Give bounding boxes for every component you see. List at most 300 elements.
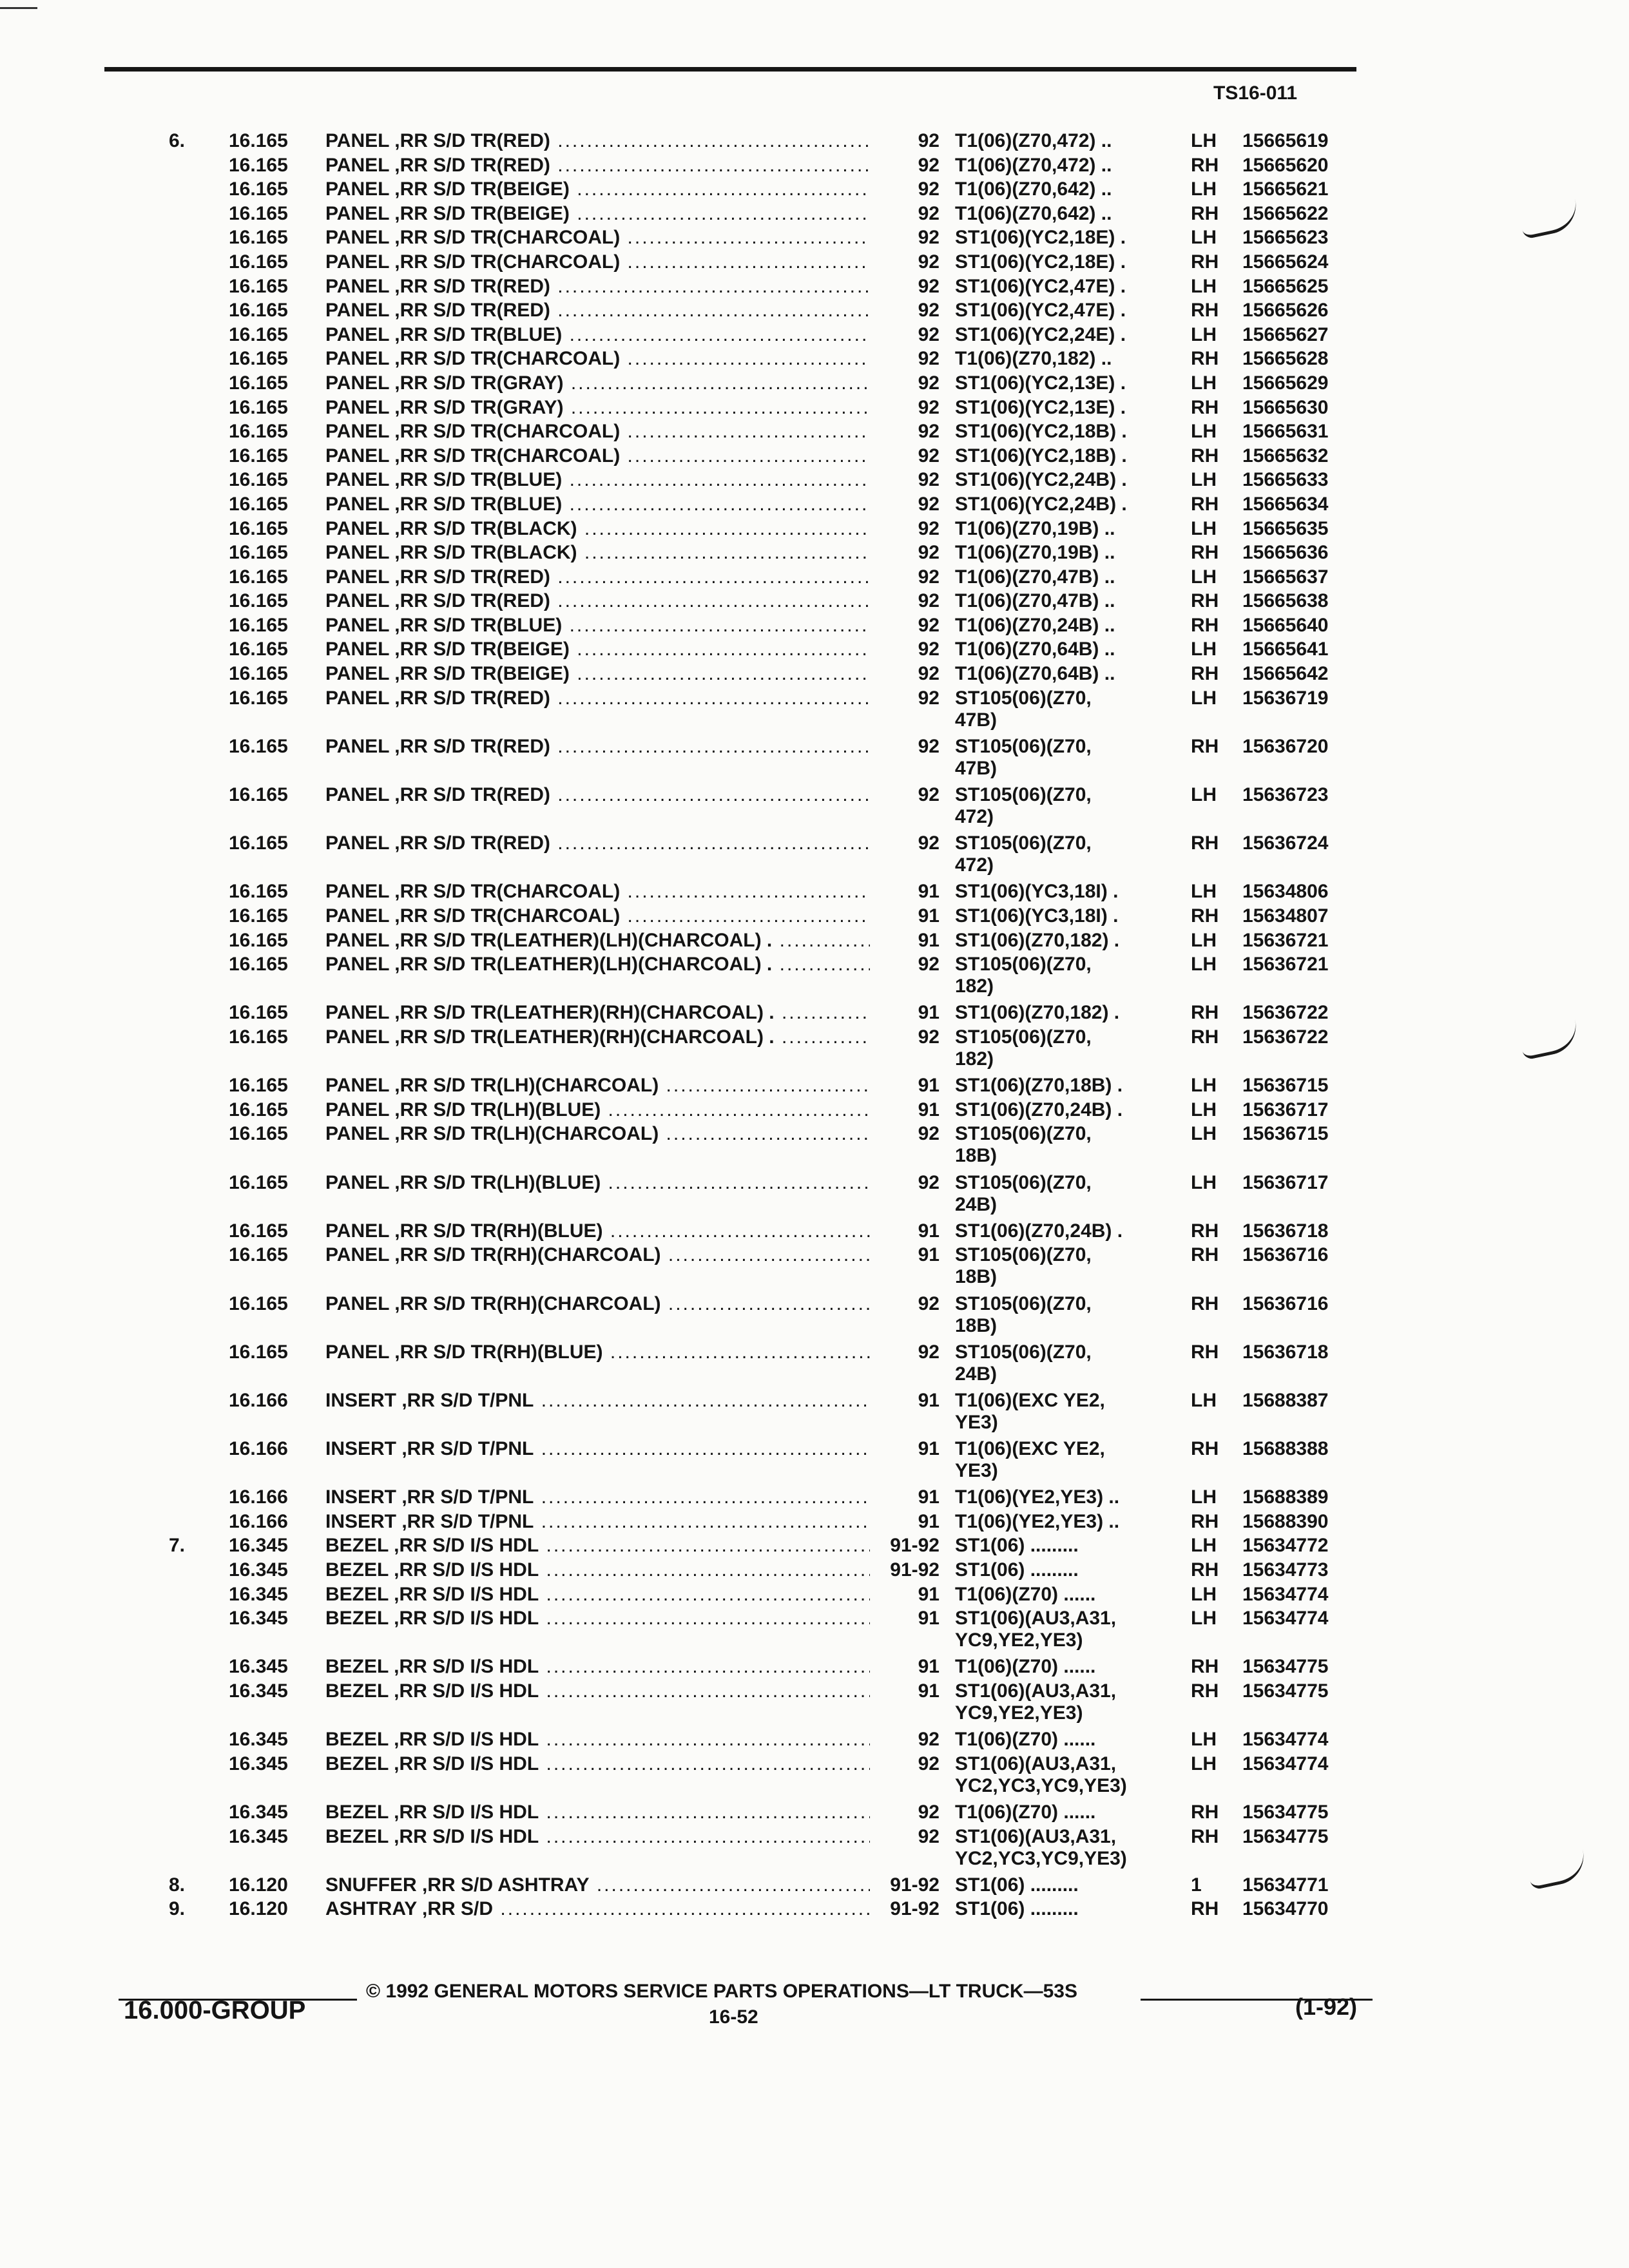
usage-code: [955, 832, 1177, 876]
group-number: 16.165: [229, 178, 288, 200]
usage-code: [955, 155, 1177, 177]
parts-row: [0, 639, 1629, 663]
part-number: 15636724: [1242, 832, 1329, 854]
usage-line: ST105(06)(Z70,: [955, 1244, 1092, 1266]
model-year: 92: [918, 323, 940, 345]
part-description: PANEL ,RR S/D TR(LH)(CHARCOAL) .....: [325, 1075, 870, 1097]
usage-line: ST1(06)(YC2,24B) .: [955, 469, 1127, 491]
part-number: 15636722: [1242, 1026, 1329, 1048]
side-designation: LH: [1191, 881, 1217, 903]
model-year: 91-92: [890, 1535, 940, 1557]
usage-line: 18B): [955, 1266, 998, 1288]
model-year: 92: [918, 542, 940, 564]
usage-line: ST105(06)(Z70,: [955, 954, 1092, 975]
group-number: 16.165: [229, 154, 288, 176]
usage-line: 47B): [955, 757, 998, 779]
usage-line: ST1(06)(AU3,A31,: [955, 1753, 1117, 1774]
part-description: BEZEL ,RR S/D I/S HDL .....: [325, 1802, 870, 1823]
usage-code: [955, 1123, 1177, 1167]
ref-number: 7.: [169, 1535, 186, 1557]
parts-row: [0, 494, 1629, 518]
model-year: 92: [918, 517, 940, 539]
model-year: 91-92: [890, 1559, 940, 1581]
part-description: PANEL ,RR S/D TR(RED) .....: [325, 276, 870, 298]
usage-code: [955, 494, 1177, 515]
side-designation: LH: [1191, 1389, 1217, 1411]
part-description: PANEL ,RR S/D TR(RED) .....: [325, 566, 870, 588]
parts-row: [0, 1511, 1629, 1535]
model-year: 91: [918, 1389, 940, 1411]
usage-line: T1(06)(Z70,64B) ..: [955, 663, 1115, 685]
model-year: 91: [918, 1680, 940, 1702]
part-description: PANEL ,RR S/D TR(CHARCOAL) .....: [325, 251, 870, 273]
side-designation: 1: [1191, 1874, 1202, 1896]
group-number: 16.165: [229, 396, 288, 418]
usage-code: [955, 1220, 1177, 1242]
part-number: 15665634: [1242, 493, 1329, 515]
usage-code: [955, 615, 1177, 637]
part-number: 15634774: [1242, 1583, 1329, 1605]
usage-line: T1(06)(YE2,YE3) ..: [955, 1510, 1120, 1532]
side-designation: RH: [1191, 1825, 1219, 1847]
parts-row: [0, 178, 1629, 203]
model-year: 92: [918, 832, 940, 854]
part-number: 15634775: [1242, 1801, 1329, 1823]
parts-row: [0, 954, 1629, 1002]
part-description: PANEL ,RR S/D TR(CHARCOAL) .....: [325, 905, 870, 927]
model-year: 92: [918, 784, 940, 806]
usage-line: ST1(06) .........: [955, 1898, 1079, 1920]
model-year: 92: [918, 372, 940, 394]
side-designation: LH: [1191, 323, 1217, 345]
group-number: 16.165: [229, 566, 288, 588]
parts-row: [0, 300, 1629, 324]
model-year: 92: [918, 566, 940, 588]
model-year: 92: [918, 300, 940, 322]
part-description: PANEL ,RR S/D TR(CHARCOAL) .....: [325, 445, 870, 467]
side-designation: LH: [1191, 639, 1217, 660]
usage-line: T1(06)(Z70) ......: [955, 1583, 1096, 1605]
group-number: 16.165: [229, 1026, 288, 1048]
usage-line: ST105(06)(Z70,: [955, 784, 1092, 806]
usage-line: ST1(06)(Z70,24B) .: [955, 1099, 1123, 1120]
part-number: 15634775: [1242, 1825, 1329, 1847]
side-designation: RH: [1191, 1244, 1219, 1266]
part-number: 15636715: [1242, 1123, 1329, 1145]
model-year: 91: [918, 881, 940, 903]
part-number: 15634775: [1242, 1680, 1329, 1702]
parts-row: [0, 1753, 1629, 1802]
usage-line: T1(06)(Z70,642) ..: [955, 178, 1112, 200]
group-number: 16.165: [229, 202, 288, 224]
group-number: 16.165: [229, 929, 288, 951]
group-number: 16.165: [229, 493, 288, 515]
usage-code: [955, 1390, 1177, 1434]
parts-row: [0, 736, 1629, 784]
usage-code: [955, 178, 1177, 200]
group-number: 16.165: [229, 832, 288, 854]
parts-row: [0, 1172, 1629, 1220]
edge-mark: [0, 7, 37, 9]
model-year: 92: [918, 178, 940, 200]
model-year: 92: [918, 445, 940, 466]
part-description: PANEL ,RR S/D TR(GRAY) .....: [325, 397, 870, 419]
group-number: 16.165: [229, 1341, 288, 1363]
model-year: 92: [918, 348, 940, 370]
parts-row: [0, 421, 1629, 445]
usage-code: [955, 1511, 1177, 1533]
usage-code: [955, 1680, 1177, 1724]
model-year: 91: [918, 1486, 940, 1508]
side-designation: RH: [1191, 735, 1219, 757]
usage-code: [955, 1438, 1177, 1482]
usage-line: ST105(06)(Z70,: [955, 1171, 1092, 1193]
side-designation: RH: [1191, 1898, 1219, 1920]
part-description: BEZEL ,RR S/D I/S HDL .....: [325, 1535, 870, 1557]
part-number: 15636718: [1242, 1220, 1329, 1242]
model-year: 91-92: [890, 1898, 940, 1920]
part-description: PANEL ,RR S/D TR(LEATHER)(LH)(CHARCOAL) . .....: [325, 930, 870, 952]
part-number: 15636720: [1242, 735, 1329, 757]
parts-row: [0, 590, 1629, 615]
side-designation: LH: [1191, 469, 1217, 491]
group-number: 16.165: [229, 1244, 288, 1266]
part-number: 15665629: [1242, 372, 1329, 394]
part-description: INSERT ,RR S/D T/PNL .....: [325, 1438, 870, 1460]
side-designation: RH: [1191, 1002, 1219, 1024]
parts-row: [0, 348, 1629, 372]
usage-line: T1(06)(Z70,642) ..: [955, 202, 1112, 224]
parts-row: [0, 1026, 1629, 1075]
side-designation: RH: [1191, 590, 1219, 612]
part-description: PANEL ,RR S/D TR(CHARCOAL) .....: [325, 881, 870, 903]
document-id: TS16-011: [1213, 82, 1298, 104]
part-description: PANEL ,RR S/D TR(LH)(BLUE) .....: [325, 1099, 870, 1121]
group-number: 16.345: [229, 1608, 288, 1629]
page-number: 16-52: [709, 2006, 758, 2028]
usage-line: T1(06)(Z70,472) ..: [955, 130, 1112, 151]
usage-code: [955, 542, 1177, 564]
usage-line: 182): [955, 1048, 994, 1070]
parts-row: [0, 832, 1629, 881]
usage-code: [955, 203, 1177, 225]
parts-row: [0, 1874, 1629, 1899]
model-year: 91: [918, 1220, 940, 1242]
part-number: 15665637: [1242, 566, 1329, 588]
usage-line: ST1(06)(YC2,47E) .: [955, 275, 1126, 297]
side-designation: LH: [1191, 687, 1217, 709]
part-description: PANEL ,RR S/D TR(RED) .....: [325, 590, 870, 612]
model-year: 92: [918, 1801, 940, 1823]
group-number: 16.165: [229, 663, 288, 685]
model-year: 92: [918, 1026, 940, 1048]
model-year: 92: [918, 1171, 940, 1193]
side-designation: LH: [1191, 227, 1217, 249]
model-year: 92: [918, 590, 940, 612]
usage-line: ST1(06)(YC2,18B) .: [955, 445, 1127, 466]
parts-row: [0, 1729, 1629, 1753]
group-number: 16.165: [229, 735, 288, 757]
parts-row: [0, 324, 1629, 349]
model-year: 91: [918, 1608, 940, 1629]
side-designation: RH: [1191, 663, 1219, 685]
model-year: 92: [918, 1753, 940, 1774]
usage-line: T1(06)(Z70,19B) ..: [955, 517, 1115, 539]
usage-code: [955, 1559, 1177, 1581]
part-description: PANEL ,RR S/D TR(BEIGE) .....: [325, 178, 870, 200]
parts-row: [0, 1826, 1629, 1874]
usage-line: ST1(06)(AU3,A31,: [955, 1608, 1117, 1629]
model-year: 92: [918, 469, 940, 491]
part-description: PANEL ,RR S/D TR(RH)(BLUE) .....: [325, 1341, 870, 1363]
usage-line: T1(06)(Z70,182) ..: [955, 348, 1112, 370]
group-label: 16.000-GROUP: [124, 1996, 306, 2024]
usage-line: ST1(06)(AU3,A31,: [955, 1680, 1117, 1702]
usage-line: ST105(06)(Z70,: [955, 687, 1092, 709]
ref-number: 9.: [169, 1898, 186, 1920]
usage-code: [955, 1244, 1177, 1288]
usage-line: YC2,YC3,YC9,YE3): [955, 1847, 1127, 1869]
usage-code: [955, 130, 1177, 152]
model-year: 92: [918, 1341, 940, 1363]
model-year: 91: [918, 1510, 940, 1532]
parts-row: [0, 276, 1629, 300]
side-designation: RH: [1191, 348, 1219, 370]
parts-row: [0, 372, 1629, 397]
usage-code: [955, 1826, 1177, 1870]
parts-row: [0, 1656, 1629, 1680]
part-number: 15688390: [1242, 1510, 1329, 1532]
ref-number: 8.: [169, 1874, 186, 1896]
group-number: 16.165: [229, 1099, 288, 1120]
parts-row: [0, 1535, 1629, 1559]
part-number: 15665621: [1242, 178, 1329, 200]
usage-code: [955, 1898, 1177, 1920]
model-year: 92: [918, 1729, 940, 1751]
part-description: PANEL ,RR S/D TR(RED) .....: [325, 736, 870, 758]
parts-row: [0, 227, 1629, 251]
group-number: 16.345: [229, 1535, 288, 1557]
usage-code: [955, 1874, 1177, 1896]
model-year: 92: [918, 493, 940, 515]
side-designation: LH: [1191, 1608, 1217, 1629]
part-description: BEZEL ,RR S/D I/S HDL .....: [325, 1680, 870, 1702]
usage-line: T1(06)(EXC YE2,: [955, 1389, 1105, 1411]
part-description: PANEL ,RR S/D TR(CHARCOAL) .....: [325, 227, 870, 249]
group-number: 16.345: [229, 1680, 288, 1702]
part-description: PANEL ,RR S/D TR(RED) .....: [325, 687, 870, 709]
part-description: BEZEL ,RR S/D I/S HDL .....: [325, 1608, 870, 1629]
parts-row: [0, 203, 1629, 227]
part-number: 15665633: [1242, 469, 1329, 491]
parts-row: [0, 397, 1629, 421]
part-number: 15634771: [1242, 1874, 1329, 1896]
usage-code: [955, 1584, 1177, 1606]
side-designation: LH: [1191, 1123, 1217, 1145]
model-year: 92: [918, 735, 940, 757]
parts-row: [0, 1390, 1629, 1438]
group-number: 16.165: [229, 469, 288, 491]
usage-line: T1(06)(Z70,472) ..: [955, 154, 1112, 176]
part-number: 15665624: [1242, 251, 1329, 273]
side-designation: LH: [1191, 130, 1217, 151]
part-description: PANEL ,RR S/D TR(BEIGE) .....: [325, 663, 870, 685]
usage-line: T1(06)(Z70,64B) ..: [955, 639, 1115, 660]
usage-code: [955, 1099, 1177, 1121]
side-designation: LH: [1191, 954, 1217, 975]
side-designation: RH: [1191, 1559, 1219, 1581]
side-designation: RH: [1191, 1801, 1219, 1823]
group-number: 16.166: [229, 1486, 288, 1508]
parts-row: [0, 1244, 1629, 1293]
part-description: PANEL ,RR S/D TR(RED) .....: [325, 832, 870, 854]
part-description: PANEL ,RR S/D TR(LEATHER)(RH)(CHARCOAL) . .....: [325, 1002, 870, 1024]
part-number: 15665635: [1242, 517, 1329, 539]
part-number: 15665636: [1242, 542, 1329, 564]
usage-code: [955, 251, 1177, 273]
part-description: INSERT ,RR S/D T/PNL .....: [325, 1511, 870, 1533]
usage-code: [955, 421, 1177, 443]
part-number: 15665625: [1242, 275, 1329, 297]
part-number: 15665641: [1242, 639, 1329, 660]
usage-code: [955, 276, 1177, 298]
part-number: 15636722: [1242, 1002, 1329, 1024]
usage-code: [955, 227, 1177, 249]
usage-line: ST1(06) .........: [955, 1535, 1079, 1557]
usage-line: ST105(06)(Z70,: [955, 1341, 1092, 1363]
model-year: 92: [918, 251, 940, 273]
group-number: 16.165: [229, 639, 288, 660]
part-description: PANEL ,RR S/D TR(LH)(CHARCOAL) .....: [325, 1123, 870, 1145]
parts-row: [0, 663, 1629, 687]
group-number: 16.345: [229, 1656, 288, 1678]
group-number: 16.165: [229, 905, 288, 927]
usage-code: [955, 469, 1177, 491]
part-number: 15665632: [1242, 445, 1329, 466]
part-number: 15636719: [1242, 687, 1329, 709]
model-year: 91: [918, 1002, 940, 1024]
usage-line: T1(06)(Z70) ......: [955, 1801, 1096, 1823]
model-year: 92: [918, 687, 940, 709]
usage-code: [955, 1341, 1177, 1385]
model-year: 92: [918, 275, 940, 297]
side-designation: LH: [1191, 1486, 1217, 1508]
usage-line: T1(06)(Z70,47B) ..: [955, 590, 1115, 612]
side-designation: RH: [1191, 251, 1219, 273]
part-number: 15665638: [1242, 590, 1329, 612]
side-designation: RH: [1191, 445, 1219, 466]
part-description: PANEL ,RR S/D TR(BLACK) .....: [325, 518, 870, 540]
parts-row: [0, 1075, 1629, 1099]
group-number: 16.345: [229, 1801, 288, 1823]
parts-row: [0, 784, 1629, 832]
model-year: 92: [918, 614, 940, 636]
part-number: 15665622: [1242, 202, 1329, 224]
part-number: 15636717: [1242, 1171, 1329, 1193]
usage-line: ST105(06)(Z70,: [955, 735, 1092, 757]
usage-code: [955, 905, 1177, 927]
parts-row: [0, 1293, 1629, 1341]
usage-line: ST1(06) .........: [955, 1559, 1079, 1581]
usage-code: [955, 663, 1177, 685]
part-number: 15636716: [1242, 1293, 1329, 1314]
group-number: 16.165: [229, 300, 288, 322]
usage-code: [955, 1172, 1177, 1216]
model-year: 91: [918, 1075, 940, 1097]
usage-line: 24B): [955, 1363, 998, 1385]
part-description: PANEL ,RR S/D TR(RED) .....: [325, 155, 870, 177]
usage-line: ST1(06)(Z70,24B) .: [955, 1220, 1123, 1242]
usage-line: T1(06)(Z70,47B) ..: [955, 566, 1115, 588]
usage-code: [955, 1729, 1177, 1751]
side-designation: RH: [1191, 493, 1219, 515]
side-designation: LH: [1191, 1171, 1217, 1193]
parts-row: [0, 1608, 1629, 1656]
group-number: 16.165: [229, 1075, 288, 1097]
usage-code: [955, 1753, 1177, 1797]
usage-code: [955, 930, 1177, 952]
part-number: 15688387: [1242, 1389, 1329, 1411]
group-number: 16.166: [229, 1510, 288, 1532]
usage-code: [955, 324, 1177, 346]
part-number: 15634772: [1242, 1535, 1329, 1557]
usage-code: [955, 954, 1177, 997]
group-number: 16.165: [229, 323, 288, 345]
usage-line: ST1(06)(Z70,182) .: [955, 929, 1120, 951]
part-description: PANEL ,RR S/D TR(GRAY) .....: [325, 372, 870, 394]
part-description: PANEL ,RR S/D TR(CHARCOAL) .....: [325, 348, 870, 370]
usage-line: ST105(06)(Z70,: [955, 1026, 1092, 1048]
usage-line: 472): [955, 854, 994, 876]
parts-row: [0, 130, 1629, 155]
parts-row: [0, 445, 1629, 470]
part-number: 15665628: [1242, 348, 1329, 370]
side-designation: LH: [1191, 1099, 1217, 1120]
usage-line: ST1(06)(YC2,24E) .: [955, 323, 1126, 345]
usage-line: ST1(06)(Z70,182) .: [955, 1002, 1120, 1024]
parts-row: [0, 1099, 1629, 1124]
model-year: 92: [918, 639, 940, 660]
usage-code: [955, 1486, 1177, 1508]
part-description: PANEL ,RR S/D TR(LEATHER)(LH)(CHARCOAL) . .....: [325, 954, 870, 975]
parts-row: [0, 155, 1629, 179]
model-year: 91-92: [890, 1874, 940, 1896]
usage-code: [955, 784, 1177, 828]
usage-code: [955, 1293, 1177, 1337]
part-description: BEZEL ,RR S/D I/S HDL .....: [325, 1826, 870, 1848]
usage-line: 47B): [955, 709, 998, 731]
group-number: 16.165: [229, 275, 288, 297]
parts-row: [0, 615, 1629, 639]
group-number: 16.165: [229, 687, 288, 709]
usage-code: [955, 1656, 1177, 1678]
model-year: 92: [918, 421, 940, 443]
part-number: 15665626: [1242, 300, 1329, 322]
part-description: BEZEL ,RR S/D I/S HDL .....: [325, 1656, 870, 1678]
part-description: BEZEL ,RR S/D I/S HDL .....: [325, 1584, 870, 1606]
side-designation: RH: [1191, 1341, 1219, 1363]
parts-row: [0, 1584, 1629, 1608]
usage-line: 182): [955, 975, 994, 997]
parts-row: [0, 566, 1629, 591]
side-designation: LH: [1191, 178, 1217, 200]
model-year: 91: [918, 1438, 940, 1460]
side-designation: RH: [1191, 832, 1219, 854]
usage-line: ST1(06)(AU3,A31,: [955, 1825, 1117, 1847]
usage-line: ST1(06)(YC3,18I) .: [955, 905, 1119, 927]
usage-line: T1(06)(Z70) ......: [955, 1656, 1096, 1678]
part-description: PANEL ,RR S/D TR(LEATHER)(RH)(CHARCOAL) . .....: [325, 1026, 870, 1048]
